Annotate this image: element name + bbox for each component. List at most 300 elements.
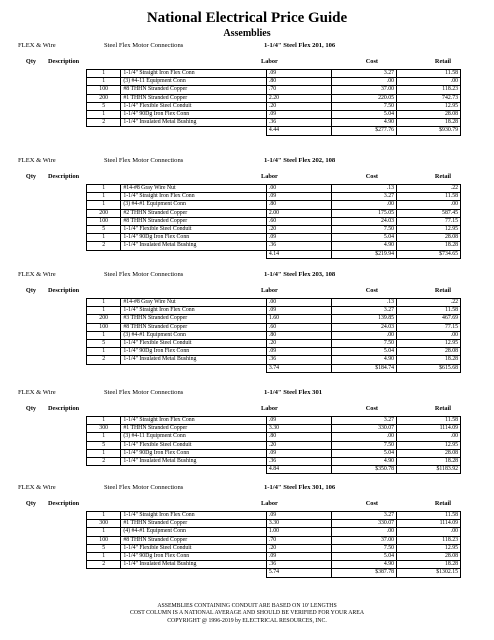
table-row <box>87 553 461 561</box>
assembly-category: FLEX & Wire <box>18 389 56 396</box>
row-description: 1-1/4" Insulated Metal Bushing <box>121 356 267 364</box>
row-retail: 118.23 <box>397 536 461 544</box>
row-labor: .09 <box>266 348 331 356</box>
row-cost: 4.90 <box>331 242 396 250</box>
row-qty: 2 <box>87 458 121 466</box>
row-cost: 175.05 <box>331 209 396 217</box>
row-qty: 1 <box>87 433 121 441</box>
row-labor: .36 <box>266 242 331 250</box>
row-description: 1-1/4" Straight Iron Flex Conn <box>121 417 267 425</box>
row-labor: .09 <box>266 234 331 242</box>
row-retail: 28.08 <box>397 449 461 457</box>
column-header-qty: Qty <box>25 173 37 180</box>
total-labor: 3.74 <box>266 364 331 372</box>
total-labor: 4.14 <box>266 250 331 258</box>
row-retail: 587.45 <box>397 209 461 217</box>
row-description: 1-1/4" Straight Iron Flex Conn <box>121 307 267 315</box>
row-cost: 4.90 <box>331 356 396 364</box>
row-description: 1-1/4" 90Dg Iron Flex Conn <box>121 553 267 561</box>
row-cost: 330.07 <box>331 425 396 433</box>
table-row <box>87 348 461 356</box>
row-qty: 5 <box>87 340 121 348</box>
row-qty: 2 <box>87 561 121 569</box>
row-labor: .36 <box>266 561 331 569</box>
column-header-qty: Qty <box>25 287 37 294</box>
row-cost: 3.27 <box>331 417 396 425</box>
column-header-cost: Cost <box>365 173 378 180</box>
row-qty: 1 <box>87 417 121 425</box>
table-row <box>87 307 461 315</box>
row-retail: 28.08 <box>397 553 461 561</box>
row-qty: 1 <box>87 193 121 201</box>
row-cost: 24.03 <box>331 323 396 331</box>
column-header-labor: Labor <box>261 58 278 65</box>
table-row <box>87 201 461 209</box>
assembly-header <box>18 155 478 166</box>
row-labor: .70 <box>266 536 331 544</box>
row-cost: 4.90 <box>331 561 396 569</box>
row-retail: 11.58 <box>397 70 461 78</box>
row-qty: 1 <box>87 449 121 457</box>
row-qty: 1 <box>87 70 121 78</box>
row-retail: 1114.09 <box>397 520 461 528</box>
column-header-cost: Cost <box>365 58 378 65</box>
column-header-retail: Retail <box>434 287 451 294</box>
row-description: #3 THHN Stranded Copper <box>121 315 267 323</box>
row-qty: 1 <box>87 331 121 339</box>
row-qty: 200 <box>87 315 121 323</box>
footer-line-copyright: COPYRIGHT @ 1996-2019 by ELECTRICAL RESOURCES, INC. <box>167 617 327 624</box>
row-labor: .70 <box>266 86 331 94</box>
row-retail: 28.08 <box>397 111 461 119</box>
total-cost: $184.74 <box>331 364 396 372</box>
row-retail: 12.95 <box>397 226 461 234</box>
table-row <box>87 70 461 78</box>
table-row <box>87 315 461 323</box>
row-labor: .60 <box>266 217 331 225</box>
assembly-items-table <box>86 416 461 474</box>
table-row <box>87 209 461 217</box>
row-description: (3) #4-#1 Equipment Conn <box>121 201 267 209</box>
table-row <box>87 226 461 234</box>
table-row <box>87 119 461 127</box>
row-description: (3) #4-11 Equipment Conn <box>121 78 267 86</box>
row-retail: 18.28 <box>397 561 461 569</box>
table-row <box>87 323 461 331</box>
row-cost: 3.27 <box>331 70 396 78</box>
table-row <box>87 94 461 102</box>
table-row <box>87 449 461 457</box>
column-header-description: Description <box>48 405 80 412</box>
row-retail: 11.58 <box>397 512 461 520</box>
row-description: #8 THHN Stranded Copper <box>121 86 267 94</box>
row-labor: 1.00 <box>266 528 331 536</box>
row-labor: .09 <box>266 449 331 457</box>
row-qty: 100 <box>87 536 121 544</box>
total-cost: $277.76 <box>331 127 396 135</box>
table-row <box>87 433 461 441</box>
column-header-labor: Labor <box>261 405 278 412</box>
row-labor: .20 <box>266 102 331 110</box>
row-qty: 1 <box>87 348 121 356</box>
row-labor: .80 <box>266 201 331 209</box>
row-qty: 2 <box>87 119 121 127</box>
row-cost: 4.90 <box>331 458 396 466</box>
row-retail: .00 <box>397 78 461 86</box>
row-cost: 3.27 <box>331 307 396 315</box>
row-cost: 4.90 <box>331 119 396 127</box>
table-row <box>87 536 461 544</box>
row-labor: .09 <box>266 417 331 425</box>
assembly-items-table <box>86 69 461 136</box>
row-labor: .60 <box>266 323 331 331</box>
row-retail: 118.23 <box>397 86 461 94</box>
row-cost: .00 <box>331 528 396 536</box>
row-cost: 220.05 <box>331 94 396 102</box>
total-cost: $219.94 <box>331 250 396 258</box>
row-retail: 12.95 <box>397 544 461 552</box>
table-row <box>87 242 461 250</box>
row-cost: 5.04 <box>331 111 396 119</box>
row-qty: 2 <box>87 242 121 250</box>
column-header-qty: Qty <box>25 405 37 412</box>
row-description: (3) #4-#1 Equipment Conn <box>121 331 267 339</box>
row-retail: .00 <box>397 433 461 441</box>
assembly-name: 1-1/4" Steel Flex 202, 108 <box>264 157 336 164</box>
row-description: 1-1/4" Straight Iron Flex Conn <box>121 512 267 520</box>
total-cost: $387.78 <box>331 569 396 577</box>
table-row <box>87 102 461 110</box>
column-header-retail: Retail <box>434 405 451 412</box>
row-retail: .00 <box>397 331 461 339</box>
assembly-type: Steel Flex Motor Connections <box>104 389 184 396</box>
table-row <box>87 425 461 433</box>
row-cost: 139.85 <box>331 315 396 323</box>
assembly-section <box>18 40 478 134</box>
column-header-cost: Cost <box>365 405 378 412</box>
column-header-labor: Labor <box>261 287 278 294</box>
column-header-retail: Retail <box>434 173 451 180</box>
column-header-description: Description <box>48 500 80 507</box>
row-retail: 742.73 <box>397 94 461 102</box>
assembly-section <box>18 387 478 473</box>
row-cost: 37.00 <box>331 536 396 544</box>
table-row <box>87 512 461 520</box>
row-cost: .13 <box>331 185 396 193</box>
row-qty: 1 <box>87 78 121 86</box>
page-title: National Electrical Price Guide <box>146 10 348 26</box>
row-description: #2 THHN Stranded Copper <box>121 209 267 217</box>
row-description: #8 THHN Stranded Copper <box>121 217 267 225</box>
assembly-name: 1-1/4" Steel Flex 201, 106 <box>264 42 336 49</box>
row-labor: .20 <box>266 226 331 234</box>
row-qty: 5 <box>87 226 121 234</box>
row-qty: 1 <box>87 201 121 209</box>
row-retail: 28.08 <box>397 348 461 356</box>
table-row <box>87 217 461 225</box>
row-description: #14-#8 Gray Wire Nut <box>121 185 267 193</box>
row-description: 1-1/4" Insulated Metal Bushing <box>121 119 267 127</box>
total-retail: $930.79 <box>397 127 461 135</box>
assembly-name: 1-1/4" Steel Flex 301 <box>264 389 323 396</box>
row-description: #8 THHN Stranded Copper <box>121 536 267 544</box>
row-cost: 5.04 <box>331 449 396 457</box>
row-cost: 5.04 <box>331 553 396 561</box>
row-description: #1 THHN Stranded Copper <box>121 425 267 433</box>
assembly-section <box>18 269 478 371</box>
row-retail: 11.58 <box>397 307 461 315</box>
footer-line-cost: COST COLUMN IS A NATIONAL AVERAGE AND SHOULD BE VERIFIED FOR YOUR AREA <box>129 610 365 617</box>
total-labor: 4.84 <box>266 466 331 474</box>
assembly-type: Steel Flex Motor Connections <box>104 484 184 491</box>
row-cost: 7.50 <box>331 544 396 552</box>
row-labor: .00 <box>266 185 331 193</box>
table-row <box>87 441 461 449</box>
assembly-header <box>18 40 478 51</box>
assembly-items-table <box>86 511 461 578</box>
row-cost: 7.50 <box>331 226 396 234</box>
row-labor: 2.00 <box>266 209 331 217</box>
row-description: 1-1/4" Straight Iron Flex Conn <box>121 193 267 201</box>
row-labor: .00 <box>266 299 331 307</box>
row-cost: 7.50 <box>331 441 396 449</box>
column-header-labor: Labor <box>261 173 278 180</box>
column-header-labor: Labor <box>261 500 278 507</box>
total-labor: 4.44 <box>266 127 331 135</box>
row-retail: 77.15 <box>397 323 461 331</box>
row-description: 1-1/4" Insulated Metal Bushing <box>121 242 267 250</box>
assembly-name: 1-1/4" Steel Flex 203, 108 <box>264 271 336 278</box>
total-retail: $1183.92 <box>397 466 461 474</box>
row-description: (4) #4-#1 Equipment Conn <box>121 528 267 536</box>
row-retail: 28.08 <box>397 234 461 242</box>
row-retail: 12.95 <box>397 102 461 110</box>
row-cost: 7.50 <box>331 102 396 110</box>
page-subtitle: Assemblies <box>223 28 271 39</box>
row-qty: 5 <box>87 544 121 552</box>
row-labor: .09 <box>266 307 331 315</box>
row-description: 1-1/4" 90Dg Iron Flex Conn <box>121 234 267 242</box>
table-row <box>87 86 461 94</box>
row-retail: 18.28 <box>397 119 461 127</box>
row-labor: .80 <box>266 331 331 339</box>
total-row <box>87 127 461 135</box>
row-cost: 37.00 <box>331 86 396 94</box>
row-description: #1 THHN Stranded Copper <box>121 520 267 528</box>
column-header-description: Description <box>48 58 80 65</box>
column-header-description: Description <box>48 173 80 180</box>
row-retail: 11.58 <box>397 417 461 425</box>
column-header-retail: Retail <box>434 58 451 65</box>
row-labor: .09 <box>266 111 331 119</box>
row-retail: 467.69 <box>397 315 461 323</box>
row-qty: 300 <box>87 520 121 528</box>
table-row <box>87 544 461 552</box>
total-row <box>87 569 461 577</box>
table-row <box>87 528 461 536</box>
row-qty: 1 <box>87 528 121 536</box>
total-retail: $615.68 <box>397 364 461 372</box>
assembly-type: Steel Flex Motor Connections <box>104 157 184 164</box>
assembly-header <box>18 269 478 280</box>
assembly-category: FLEX & Wire <box>18 157 56 164</box>
column-header-row <box>18 172 478 184</box>
column-header-cost: Cost <box>365 287 378 294</box>
column-header-row <box>18 286 478 298</box>
row-labor: .09 <box>266 553 331 561</box>
row-qty: 2 <box>87 356 121 364</box>
column-header-qty: Qty <box>25 500 37 507</box>
row-cost: 24.03 <box>331 217 396 225</box>
table-row <box>87 299 461 307</box>
row-description: #8 THHN Stranded Copper <box>121 323 267 331</box>
row-description: 1-1/4" 90Dg Iron Flex Conn <box>121 111 267 119</box>
row-labor: .09 <box>266 70 331 78</box>
total-row <box>87 250 461 258</box>
total-row <box>87 466 461 474</box>
row-description: 1-1/4" Flexible Steel Conduit <box>121 544 267 552</box>
assembly-header <box>18 482 478 493</box>
assembly-type: Steel Flex Motor Connections <box>104 42 184 49</box>
row-description: (3) #4-11 Equipment Conn <box>121 433 267 441</box>
assembly-category: FLEX & Wire <box>18 271 56 278</box>
table-row <box>87 458 461 466</box>
row-qty: 1 <box>87 234 121 242</box>
row-retail: 18.28 <box>397 458 461 466</box>
assembly-section <box>18 155 478 257</box>
row-qty: 100 <box>87 86 121 94</box>
row-retail: .00 <box>397 201 461 209</box>
assembly-items-table <box>86 184 461 259</box>
total-retail: $1302.15 <box>397 569 461 577</box>
row-labor: .80 <box>266 78 331 86</box>
row-cost: 330.07 <box>331 520 396 528</box>
row-description: 1-1/4" Flexible Steel Conduit <box>121 226 267 234</box>
table-row <box>87 193 461 201</box>
total-cost: $350.78 <box>331 466 396 474</box>
row-labor: .36 <box>266 119 331 127</box>
row-qty: 300 <box>87 425 121 433</box>
row-retail: 12.95 <box>397 441 461 449</box>
assembly-section <box>18 482 478 576</box>
table-row <box>87 417 461 425</box>
row-qty: 1 <box>87 111 121 119</box>
row-description: #1 THHN Stranded Copper <box>121 94 267 102</box>
row-labor: .36 <box>266 356 331 364</box>
row-retail: 11.58 <box>397 193 461 201</box>
row-qty: 5 <box>87 102 121 110</box>
row-labor: .09 <box>266 512 331 520</box>
table-row <box>87 561 461 569</box>
row-cost: .13 <box>331 299 396 307</box>
row-labor: .20 <box>266 441 331 449</box>
row-retail: 18.28 <box>397 356 461 364</box>
page-footer <box>0 603 494 625</box>
row-labor: .80 <box>266 433 331 441</box>
row-description: 1-1/4" Flexible Steel Conduit <box>121 441 267 449</box>
table-row <box>87 520 461 528</box>
column-header-cost: Cost <box>365 500 378 507</box>
row-qty: 100 <box>87 323 121 331</box>
row-description: 1-1/4" Straight Iron Flex Conn <box>121 70 267 78</box>
table-row <box>87 234 461 242</box>
assembly-type: Steel Flex Motor Connections <box>104 271 184 278</box>
row-qty: 1 <box>87 307 121 315</box>
row-qty: 5 <box>87 441 121 449</box>
row-cost: .00 <box>331 78 396 86</box>
row-labor: .20 <box>266 340 331 348</box>
total-retail: $734.65 <box>397 250 461 258</box>
row-qty: 1 <box>87 299 121 307</box>
column-header-qty: Qty <box>25 58 37 65</box>
row-qty: 1 <box>87 185 121 193</box>
row-cost: 3.27 <box>331 512 396 520</box>
assembly-items-table <box>86 298 461 373</box>
table-row <box>87 356 461 364</box>
row-qty: 200 <box>87 94 121 102</box>
row-cost: .00 <box>331 201 396 209</box>
row-description: 1-1/4" Insulated Metal Bushing <box>121 561 267 569</box>
row-description: 1-1/4" 90Dg Iron Flex Conn <box>121 348 267 356</box>
row-retail: .22 <box>397 299 461 307</box>
row-description: 1-1/4" 90Dg Iron Flex Conn <box>121 449 267 457</box>
table-row <box>87 111 461 119</box>
row-description: 1-1/4" Insulated Metal Bushing <box>121 458 267 466</box>
row-qty: 1 <box>87 553 121 561</box>
row-cost: .00 <box>331 331 396 339</box>
column-header-row <box>18 404 478 416</box>
row-qty: 100 <box>87 217 121 225</box>
row-retail: 1114.09 <box>397 425 461 433</box>
row-retail: 18.28 <box>397 242 461 250</box>
assembly-header <box>18 387 478 398</box>
total-row <box>87 364 461 372</box>
assembly-category: FLEX & Wire <box>18 42 56 49</box>
row-labor: .09 <box>266 193 331 201</box>
column-header-retail: Retail <box>434 500 451 507</box>
row-retail: .00 <box>397 528 461 536</box>
row-labor: .20 <box>266 544 331 552</box>
column-header-description: Description <box>48 287 80 294</box>
column-header-row <box>18 499 478 511</box>
row-labor: 2.20 <box>266 94 331 102</box>
row-labor: 1.60 <box>266 315 331 323</box>
assembly-name: 1-1/4" Steel Flex 301, 106 <box>264 484 336 491</box>
row-cost: .00 <box>331 433 396 441</box>
table-row <box>87 340 461 348</box>
footer-line-conduit: ASSEMBLIES CONTAINING CONDUIT ARE BASED ON 10' LENGTHS <box>157 603 337 609</box>
row-labor: .36 <box>266 458 331 466</box>
row-description: 1-1/4" Flexible Steel Conduit <box>121 102 267 110</box>
row-labor: 3.30 <box>266 425 331 433</box>
table-row <box>87 185 461 193</box>
row-cost: 5.04 <box>331 234 396 242</box>
row-description: #14-#8 Gray Wire Nut <box>121 299 267 307</box>
row-retail: .22 <box>397 185 461 193</box>
row-labor: 3.30 <box>266 520 331 528</box>
row-retail: 77.15 <box>397 217 461 225</box>
row-cost: 3.27 <box>331 193 396 201</box>
row-cost: 5.04 <box>331 348 396 356</box>
column-header-row <box>18 57 478 69</box>
total-labor: 5.74 <box>266 569 331 577</box>
row-qty: 1 <box>87 512 121 520</box>
table-row <box>87 78 461 86</box>
row-description: 1-1/4" Flexible Steel Conduit <box>121 340 267 348</box>
table-row <box>87 331 461 339</box>
row-cost: 7.50 <box>331 340 396 348</box>
row-retail: 12.95 <box>397 340 461 348</box>
